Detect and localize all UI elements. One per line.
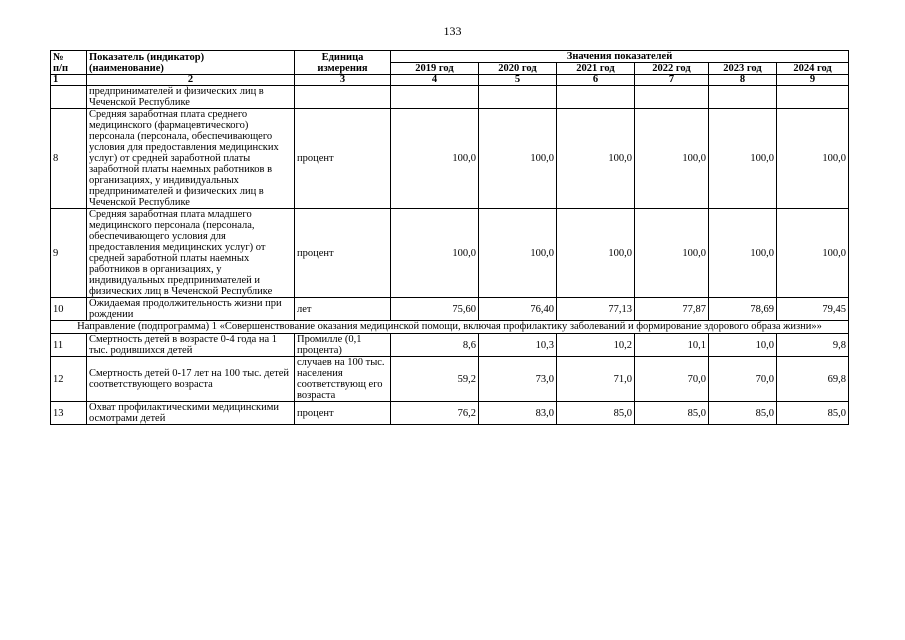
col-unit-header (295, 51, 391, 75)
index-cell: 7 (635, 75, 709, 86)
unit-cell: Промилле (0,1 процента) (295, 334, 391, 357)
row-number: 13 (51, 402, 87, 425)
value-cell: 10,1 (635, 334, 709, 357)
value-cell: 85,0 (557, 402, 635, 425)
indicator-name: Средняя заработная плата среднего медицинского (фармацевтического) персонала (персонала, обеспечивающего условия для предоставления медицинских услуг) от средней заработной платы заработной платы наемных работников в организациях, у индивидуальных предпринимателей и физических лиц в Чеченской Республике (87, 109, 295, 209)
col-unit-line1: Единица (321, 51, 364, 63)
year-header: 2021 год (557, 63, 635, 75)
value-cell: 100,0 (777, 109, 849, 209)
col-indicator-line2: (наименование) (89, 62, 164, 74)
row-number: 12 (51, 357, 87, 402)
unit-cell: процент (295, 402, 391, 425)
year-header: 2024 год (777, 63, 849, 75)
year-header: 2019 год (391, 63, 479, 75)
value-cell (557, 86, 635, 109)
value-cell: 100,0 (777, 209, 849, 298)
value-cell (709, 86, 777, 109)
section-heading-row (51, 321, 849, 334)
values-group-header: Значения показателей (391, 51, 849, 63)
indicator-name: Ожидаемая продолжительность жизни при рождении (87, 298, 295, 321)
table-row (51, 209, 849, 298)
row-number: 8 (51, 109, 87, 209)
indicator-name: Средняя заработная плата младшего медицинского персонала (персонала, обеспечивающего условия для предоставления медицинских услуг) от средней заработной платы наемных работников в организациях, у индивидуальных предпринимателей и физических лиц в Чеченской Республике (87, 209, 295, 298)
col-num-header (51, 51, 87, 75)
header-row-1 (51, 51, 849, 63)
col-num-line1: № (53, 51, 64, 63)
value-cell: 77,87 (635, 298, 709, 321)
value-cell: 70,0 (709, 357, 777, 402)
value-cell (479, 86, 557, 109)
table-row (51, 334, 849, 357)
value-cell: 71,0 (557, 357, 635, 402)
value-cell: 75,60 (391, 298, 479, 321)
value-cell: 100,0 (479, 109, 557, 209)
value-cell: 8,6 (391, 334, 479, 357)
year-header: 2023 год (709, 63, 777, 75)
unit-cell: процент (295, 209, 391, 298)
unit-cell: процент (295, 109, 391, 209)
value-cell: 100,0 (635, 209, 709, 298)
value-cell: 85,0 (709, 402, 777, 425)
indicators-table (50, 50, 849, 425)
index-cell: 4 (391, 75, 479, 86)
index-cell: 8 (709, 75, 777, 86)
value-cell: 78,69 (709, 298, 777, 321)
column-index-row (51, 75, 849, 86)
value-cell: 69,8 (777, 357, 849, 402)
value-cell: 10,3 (479, 334, 557, 357)
value-cell: 73,0 (479, 357, 557, 402)
value-cell (391, 86, 479, 109)
row-number: 9 (51, 209, 87, 298)
row-number: 11 (51, 334, 87, 357)
value-cell: 100,0 (709, 109, 777, 209)
index-cell: 9 (777, 75, 849, 86)
table-row (51, 298, 849, 321)
value-cell: 100,0 (635, 109, 709, 209)
value-cell: 100,0 (479, 209, 557, 298)
indicator-name: Смертность детей 0-17 лет на 100 тыс. детей соответствующего возраста (87, 357, 295, 402)
value-cell: 9,8 (777, 334, 849, 357)
row-number: 10 (51, 298, 87, 321)
value-cell: 77,13 (557, 298, 635, 321)
index-cell: 1 (51, 75, 87, 86)
indicator-name: Смертность детей в возрасте 0-4 года на 1 тыс. родившихся детей (87, 334, 295, 357)
value-cell: 100,0 (391, 109, 479, 209)
table-row (51, 402, 849, 425)
value-cell: 70,0 (635, 357, 709, 402)
value-cell: 85,0 (635, 402, 709, 425)
index-cell: 5 (479, 75, 557, 86)
value-cell: 10,0 (709, 334, 777, 357)
indicator-name: предпринимателей и физических лиц в Чеченской Республике (87, 86, 295, 109)
col-unit-line2: измерения (317, 62, 368, 74)
index-cell: 2 (87, 75, 295, 86)
value-cell: 100,0 (709, 209, 777, 298)
value-cell: 76,40 (479, 298, 557, 321)
value-cell: 85,0 (777, 402, 849, 425)
value-cell: 10,2 (557, 334, 635, 357)
row-number (51, 86, 87, 109)
value-cell: 59,2 (391, 357, 479, 402)
table-row (51, 357, 849, 402)
unit-cell (295, 86, 391, 109)
unit-cell: случаев на 100 тыс. населения соответствующ его возраста (295, 357, 391, 402)
value-cell: 76,2 (391, 402, 479, 425)
index-cell: 3 (295, 75, 391, 86)
unit-cell: лет (295, 298, 391, 321)
table-row (51, 109, 849, 209)
table-row (51, 86, 849, 109)
value-cell (635, 86, 709, 109)
section-heading: Направление (подпрограмма) 1 «Совершенствование оказания медицинской помощи, включая профилактику заболеваний и формирование здорового образа жизни»» (51, 321, 849, 334)
col-indicator-line1: Показатель (индикатор) (89, 51, 205, 63)
value-cell (777, 86, 849, 109)
value-cell: 100,0 (557, 209, 635, 298)
col-indicator-header (87, 51, 295, 75)
col-num-line2: п/п (53, 62, 69, 74)
value-cell: 100,0 (557, 109, 635, 209)
value-cell: 100,0 (391, 209, 479, 298)
page-number: 133 (443, 24, 462, 38)
year-header: 2022 год (635, 63, 709, 75)
value-cell: 79,45 (777, 298, 849, 321)
value-cell: 83,0 (479, 402, 557, 425)
year-header: 2020 год (479, 63, 557, 75)
index-cell: 6 (557, 75, 635, 86)
indicator-name: Охват профилактическими медицинскими осмотрами детей (87, 402, 295, 425)
